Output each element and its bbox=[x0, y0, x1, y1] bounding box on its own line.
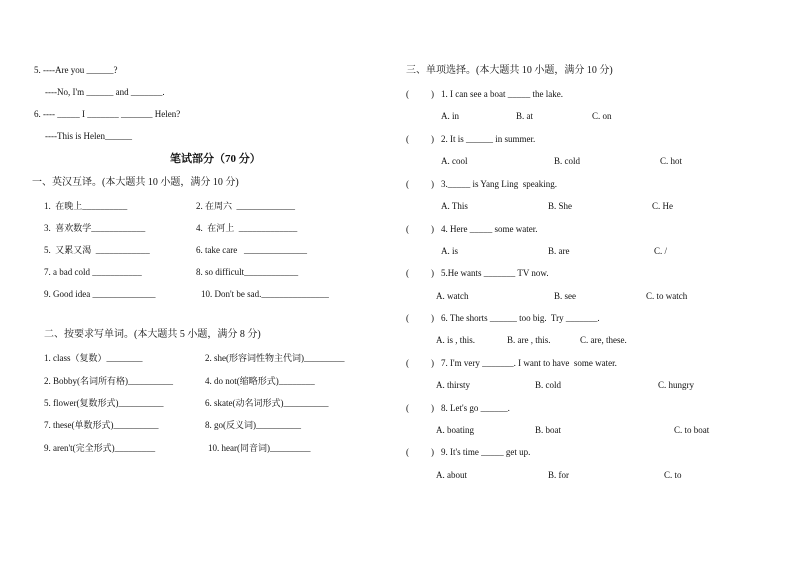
option: B. are bbox=[548, 246, 570, 256]
option: A. cool bbox=[441, 156, 468, 166]
sec2-item: 1. class（复数）________ bbox=[44, 353, 143, 363]
sec1-item: 3. 喜欢数学____________ bbox=[44, 223, 146, 233]
option: C. on bbox=[592, 111, 612, 121]
option: C. are, these. bbox=[580, 335, 627, 345]
option: C. hungry bbox=[658, 380, 694, 390]
option: B. cold bbox=[535, 380, 561, 390]
question-text: 1. I can see a boat _____ the lake. bbox=[441, 89, 563, 99]
sec1-item: 2. 在周六 _____________ bbox=[196, 201, 296, 211]
answer-paren-close: ) bbox=[431, 268, 434, 278]
answer-paren-open: ( bbox=[406, 179, 409, 189]
option: A. is , this. bbox=[436, 335, 476, 345]
listening-q6-answer: ----This is Helen______ bbox=[45, 131, 132, 141]
sec2-item: 4. do not(缩略形式)________ bbox=[205, 376, 315, 386]
written-part-title: 笔试部分（70 分） bbox=[170, 153, 261, 165]
sec1-item: 1. 在晚上__________ bbox=[44, 201, 128, 211]
answer-paren-open: ( bbox=[406, 358, 409, 368]
sec1-item: 10. Don't be sad._______________ bbox=[201, 289, 329, 299]
section-3-title: 三、单项选择。(本大题共 10 小题，满分 10 分) bbox=[406, 65, 613, 76]
sec2-item: 10. hear(同音词)_________ bbox=[208, 443, 311, 453]
sec2-item: 6. skate(动名词形式)__________ bbox=[205, 398, 329, 408]
option: B. for bbox=[548, 470, 569, 480]
answer-paren-close: ) bbox=[431, 358, 434, 368]
sec1-item: 4. 在河上 _____________ bbox=[196, 223, 298, 233]
option: C. to bbox=[664, 470, 682, 480]
option: C. He bbox=[652, 201, 673, 211]
option: B. boat bbox=[535, 425, 561, 435]
listening-q5-answer: ----No, I'm ______ and _______. bbox=[45, 87, 165, 97]
option: A. in bbox=[441, 111, 459, 121]
answer-paren-close: ) bbox=[431, 89, 434, 99]
option: A. is bbox=[441, 246, 459, 256]
option: C. to watch bbox=[646, 291, 688, 301]
sec1-item: 8. so difficult____________ bbox=[196, 267, 299, 277]
option: B. cold bbox=[554, 156, 580, 166]
sec1-item: 6. take care ______________ bbox=[196, 245, 307, 255]
answer-paren-open: ( bbox=[406, 268, 409, 278]
question-text: 8. Let's go ______. bbox=[441, 403, 510, 413]
question-text: 3._____ is Yang Ling speaking. bbox=[441, 179, 558, 189]
listening-q6: 6. ---- _____ I _______ _______ Helen? bbox=[34, 109, 181, 119]
sec2-item: 9. aren't(完全形式)_________ bbox=[44, 443, 156, 453]
section-2-title: 二、按要求写单词。(本大题共 5 小题，满分 8 分) bbox=[44, 329, 261, 340]
answer-paren-open: ( bbox=[406, 313, 409, 323]
question-text: 5.He wants _______ TV now. bbox=[441, 268, 549, 278]
answer-paren-open: ( bbox=[406, 224, 409, 234]
answer-paren-open: ( bbox=[406, 134, 409, 144]
answer-paren-close: ) bbox=[431, 224, 434, 234]
sec2-item: 7. these(单数形式)__________ bbox=[44, 420, 159, 430]
answer-paren-close: ) bbox=[431, 313, 434, 323]
section-1-title: 一、英汉互译。(本大题共 10 小题，满分 10 分) bbox=[32, 177, 239, 188]
sec2-item: 5. flower(复数形式)__________ bbox=[44, 398, 164, 408]
answer-paren-close: ) bbox=[431, 447, 434, 457]
sec1-item: 5. 又累又渴 ____________ bbox=[44, 245, 150, 255]
answer-paren-open: ( bbox=[406, 403, 409, 413]
option: C. / bbox=[654, 246, 668, 256]
sec2-item: 2. Bobby(名词所有格)__________ bbox=[44, 376, 173, 386]
sec1-item: 7. a bad cold ___________ bbox=[44, 267, 142, 277]
option: A. about bbox=[436, 470, 467, 480]
sec1-item: 9. Good idea ______________ bbox=[44, 289, 156, 299]
sec2-item: 8. go(反义词)__________ bbox=[205, 420, 301, 430]
option: A. thirsty bbox=[436, 380, 471, 390]
answer-paren-close: ) bbox=[431, 403, 434, 413]
question-text: 4. Here _____ some water. bbox=[441, 224, 538, 234]
option: A. boating bbox=[436, 425, 474, 435]
listening-q5: 5. ----Are you ______? bbox=[34, 65, 118, 75]
question-text: 9. It's time _____ get up. bbox=[441, 447, 531, 457]
option: A. watch bbox=[436, 291, 469, 301]
question-text: 2. It is ______ in summer. bbox=[441, 134, 536, 144]
answer-paren-open: ( bbox=[406, 89, 409, 99]
option: B. at bbox=[516, 111, 533, 121]
option: B. see bbox=[554, 291, 576, 301]
option: C. to boat bbox=[674, 425, 710, 435]
answer-paren-open: ( bbox=[406, 447, 409, 457]
answer-paren-close: ) bbox=[431, 179, 434, 189]
option: B. are , this. bbox=[507, 335, 551, 345]
answer-paren-close: ) bbox=[431, 134, 434, 144]
option: C. hot bbox=[660, 156, 683, 166]
question-text: 7. I'm very _______. I want to have some water. bbox=[441, 358, 617, 368]
sec2-item: 2. she(形容词性物主代词)_________ bbox=[205, 353, 345, 363]
option: A. This bbox=[441, 201, 468, 211]
option: B. She bbox=[548, 201, 573, 211]
question-text: 6. The shorts ______ too big. Try _______. bbox=[441, 313, 600, 323]
